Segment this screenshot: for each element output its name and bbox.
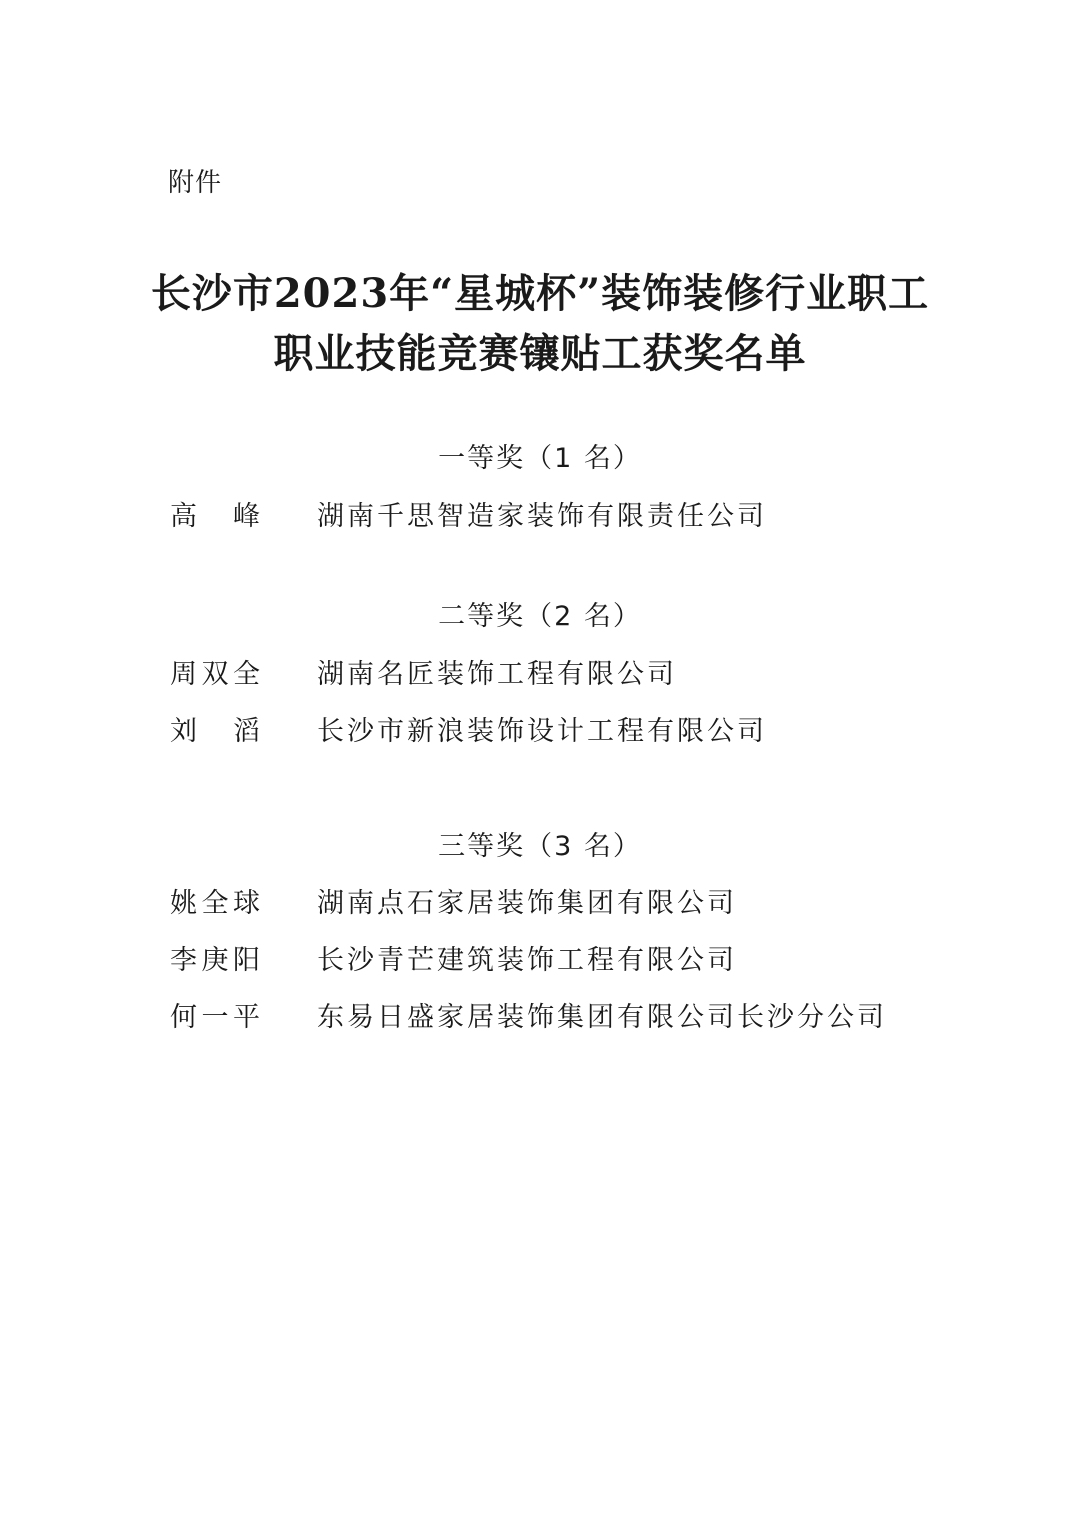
winner-name xyxy=(170,995,260,1034)
third-prize-heading: 三等奖（3 名） xyxy=(438,831,642,862)
winner-name xyxy=(170,494,260,533)
winner-name xyxy=(170,938,260,977)
winner-name xyxy=(170,881,260,920)
winner-name-char: 平 xyxy=(233,1002,260,1033)
attachment-label: 附件 xyxy=(168,168,223,198)
winner-name-char: 高 xyxy=(170,501,197,532)
winner-name-char: 峰 xyxy=(233,501,260,532)
winner-name-char: 球 xyxy=(233,888,260,919)
winner-name xyxy=(170,709,260,748)
winner-name-char: 姚 xyxy=(170,888,197,919)
document-title-line-1: 长沙市2023年“星城杯”装饰装修行业职工 xyxy=(150,270,930,317)
winner-company: 湖南名匠装饰工程有限公司 xyxy=(317,659,677,690)
winner-name-char: 李 xyxy=(170,945,197,976)
winner-name-char: 阳 xyxy=(233,945,260,976)
winner-company: 长沙青芒建筑装饰工程有限公司 xyxy=(317,945,737,976)
winner-name-char: 滔 xyxy=(233,716,260,747)
document-title-line-2: 职业技能竞赛镶贴工获奖名单 xyxy=(273,330,807,377)
winner-name-char: 周 xyxy=(170,659,197,690)
winner-name-char: 全 xyxy=(233,659,260,690)
winner-name xyxy=(170,652,260,691)
winner-name-char: 一 xyxy=(201,1002,229,1033)
winner-name-char: 双 xyxy=(201,659,229,690)
winner-name-char: 何 xyxy=(170,1002,197,1033)
winner-name-char: 刘 xyxy=(170,716,197,747)
winner-company: 长沙市新浪装饰设计工程有限公司 xyxy=(317,716,767,747)
winner-company: 湖南千思智造家装饰有限责任公司 xyxy=(317,501,767,532)
first-prize-heading: 一等奖（1 名） xyxy=(438,443,642,474)
second-prize-heading: 二等奖（2 名） xyxy=(438,601,642,632)
winner-company: 东易日盛家居装饰集团有限公司长沙分公司 xyxy=(317,1002,887,1033)
winner-name-char: 全 xyxy=(201,888,229,919)
winner-name-char: 庚 xyxy=(201,945,229,976)
winner-company: 湖南点石家居装饰集团有限公司 xyxy=(317,888,737,919)
